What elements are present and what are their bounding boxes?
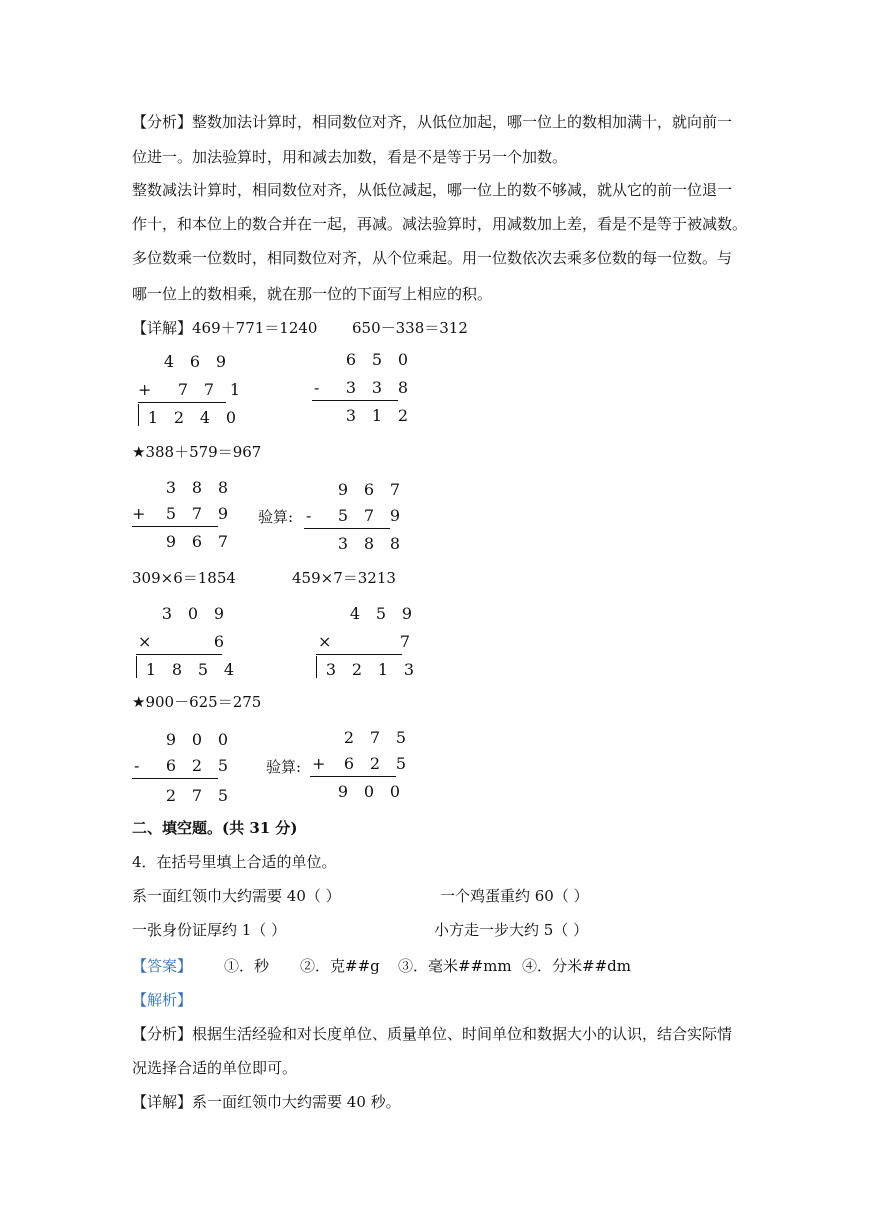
calc-digit: 5 [197,660,209,679]
fill-item-4: 小方走一步大约 5（ ） [434,921,589,939]
answer-2: ②．克##g [300,957,380,975]
calc-digit: 8 [191,478,203,497]
calc-digit: 9 [401,604,413,623]
calc-digit: 4 [163,352,175,371]
calc-digit: 7 [217,532,229,551]
calc-top [342,604,420,626]
calc-digit: 8 [397,378,409,397]
calc-digit: 3 [325,660,337,679]
calc-line [316,654,402,655]
analysis-line-5: 多位数乘一位数时，相同数位对齐，从个位乘起。用一位数依次去乘多位数的每一位数。与 [132,249,733,267]
analysis-line-4: 作十，和本位上的数合并在一起，再减。减法验算时，用减数加上差，看是不是等于被减数。 [132,215,748,233]
calc-digit: 0 [397,350,409,369]
calc-digit: 1 [229,380,241,399]
vertical-calc-add-1 [138,352,241,432]
vertical-calc-mul-1 [136,604,236,684]
calc-digit: 2 [191,756,203,775]
calc-operator: - [306,506,312,525]
analysis-line-3: 整数减法计算时，相同数位对齐，从低位减起，哪一位上的数不够减，就从它的前一位退一 [132,181,733,199]
calc-middle [170,380,248,402]
calc-operator: + [312,754,326,773]
calc-digit: 9 [337,782,349,801]
calc-line [310,776,396,777]
calc-digit: 9 [165,532,177,551]
calc-digit: 0 [191,730,203,749]
calc-middle [158,756,236,778]
calc-digit: 2 [165,786,177,805]
analysis-line-6: 哪一位上的数相乘，就在那一位的下面写上相应的积。 [132,285,493,303]
calc-digit: 6 [189,352,201,371]
calc-digit: 2 [369,754,381,773]
calc-digit: 5 [395,728,407,747]
calc-digit: 4 [223,660,235,679]
calc-result [318,660,422,682]
calc-digit: 6 [165,756,177,775]
calc-digit: 4 [199,408,211,427]
calc-digit: 7 [369,728,381,747]
calc-digit: 6 [343,754,355,773]
analysis-line-1: 【分析】整数加法计算时，相同数位对齐，从低位加起，哪一位上的数相加满十，就向前一 [132,113,733,131]
calc-operator: × [318,632,332,651]
calc-digit: 9 [389,506,401,525]
answer-4: ④．分米##dm [522,957,631,975]
calc-digit: 7 [203,380,215,399]
check-label: 验算: [258,508,294,526]
calc-digit: 7 [399,632,411,651]
calc-digit: 9 [213,604,225,623]
answer-1: ①．秒 [224,957,270,975]
calc-digit: 6 [363,480,375,499]
calc-line [138,402,226,403]
vertical-calc-check-2 [310,728,410,808]
calc-digit: 6 [213,632,225,651]
analysis2-line-1: 【分析】根据生活经验和对长度单位、质量单位、时间单位和数据大小的认识，结合实际情 [132,1025,733,1043]
calc-digit: 9 [217,504,229,523]
section-heading: 二、填空题。(共 31 分) [132,819,298,837]
calc-digit: 5 [165,504,177,523]
parse-tag: 【解析】 [132,991,193,1009]
calc-digit: 5 [375,604,387,623]
calc-digit: 5 [371,350,383,369]
calc-middle [206,632,232,654]
calc-digit: 2 [351,660,363,679]
question-4: 4．在括号里填上合适的单位。 [132,853,337,871]
calc-digit: 7 [191,504,203,523]
detail2-line-1: 【详解】系一面红领巾大约需要 40 秒。 [132,1093,401,1111]
detail-prefix: 【详解】 [132,319,193,337]
analysis2-line-2: 况选择合适的单位即可。 [132,1059,298,1077]
calc-result [158,532,236,554]
calc-digit: 7 [177,380,189,399]
calc-digit: 9 [215,352,227,371]
detail-line-1 [132,318,317,338]
calc-digit: 2 [397,406,409,425]
answer-3: ③．毫米##mm [398,957,512,975]
calc-digit: 7 [191,786,203,805]
check-label: 验算: [266,758,302,776]
calc-digit: 2 [173,408,185,427]
analysis-line-2: 位进一。加法验算时，用和减去加数，看是不是等于另一个加数。 [132,148,568,166]
calc-operator: - [314,378,320,397]
calc-result [138,660,242,682]
calc-top [338,350,416,372]
calc-digit: 3 [345,378,357,397]
vertical-calc-sub-2 [132,730,232,810]
calc-result [338,406,416,428]
calc-digit: 5 [337,506,349,525]
equation-2: 650－338＝312 [352,319,468,337]
calc-operator: + [138,380,152,399]
calc-top [154,604,232,626]
calc-middle [338,378,416,400]
calc-digit: 2 [343,728,355,747]
calc-result [330,782,408,804]
calc-digit: 0 [217,730,229,749]
calc-digit: 8 [389,534,401,553]
calc-top [158,478,236,500]
vertical-calc-sub-1 [312,350,412,430]
calc-digit: 3 [165,478,177,497]
calc-digit: 1 [377,660,389,679]
calc-digit: 7 [389,480,401,499]
fill-item-1: 系一面红领巾大约需要 40（ ） [132,887,341,905]
calc-digit: 8 [171,660,183,679]
vertical-calc-add-2 [132,478,232,558]
vertical-calc-mul-2 [316,604,416,684]
calc-middle [392,632,418,654]
calc-top [336,728,414,750]
calc-operator: - [134,756,140,775]
calc-digit: 5 [217,786,229,805]
calc-result [330,534,408,556]
calc-digit: 0 [363,782,375,801]
calc-line [304,528,390,529]
equation-6: ★900－625＝275 [132,693,262,711]
fill-item-2: 一个鸡蛋重约 60（ ） [440,887,589,905]
calc-digit: 5 [395,754,407,773]
calc-middle [330,506,408,528]
calc-line [132,526,218,527]
equation-1: 469＋771＝1240 [192,319,318,337]
equation-4: 309×6＝1854 [132,569,236,587]
calc-result [158,786,236,808]
equation-5: 459×7＝3213 [292,569,396,587]
calc-digit: 3 [345,406,357,425]
calc-middle [158,504,236,526]
calc-digit: 0 [187,604,199,623]
calc-left-bar [316,656,317,678]
calc-digit: 0 [225,408,237,427]
calc-digit: 3 [371,378,383,397]
calc-line [312,400,398,401]
vertical-calc-check-1 [304,480,404,560]
calc-digit: 3 [161,604,173,623]
calc-digit: 7 [363,506,375,525]
calc-left-bar [138,404,139,426]
calc-top [156,352,234,374]
calc-digit: 0 [389,782,401,801]
calc-digit: 1 [145,660,157,679]
calc-digit: 1 [371,406,383,425]
fill-item-3: 一张身份证厚约 1（ ） [132,921,287,939]
calc-digit: 1 [147,408,159,427]
calc-top [330,480,408,502]
calc-digit: 9 [337,480,349,499]
calc-digit: 8 [363,534,375,553]
calc-middle [336,754,414,776]
calc-digit: 6 [345,350,357,369]
calc-digit: 3 [403,660,415,679]
calc-digit: 8 [217,478,229,497]
calc-result [140,408,244,430]
equation-3: ★388＋579＝967 [132,443,262,461]
calc-line [136,654,222,655]
calc-digit: 3 [337,534,349,553]
calc-operator: × [138,632,152,651]
calc-line [132,778,218,779]
calc-digit: 9 [165,730,177,749]
calc-left-bar [136,656,137,678]
answer-tag: 【答案】 [132,957,193,975]
calc-digit: 5 [217,756,229,775]
calc-digit: 6 [191,532,203,551]
calc-top [158,730,236,752]
calc-operator: + [132,504,146,523]
calc-digit: 4 [349,604,361,623]
